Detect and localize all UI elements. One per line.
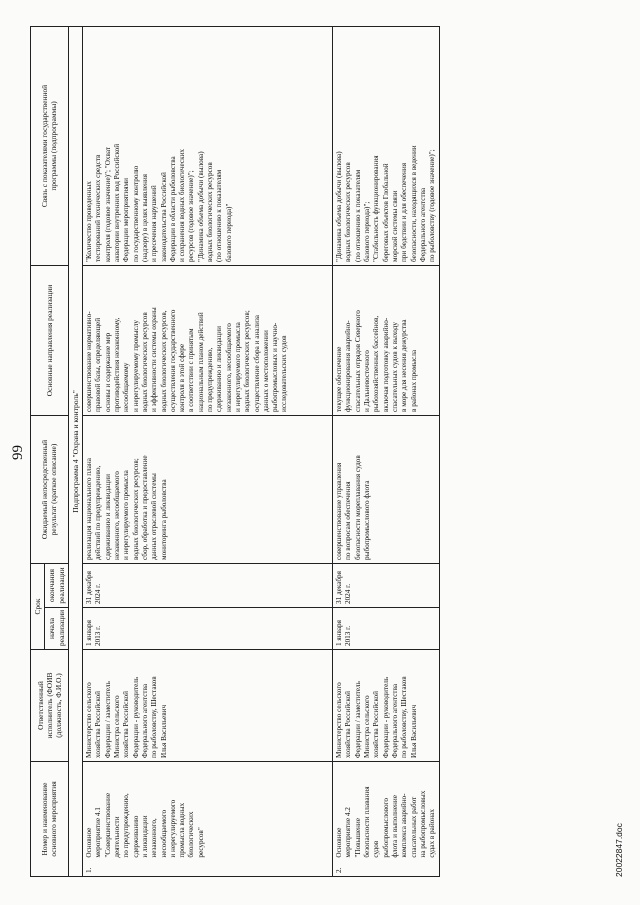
start-cell: 1 января 2013 г. <box>83 608 333 650</box>
directions-cell: совершенствование нормативно- правовой базы, определяющей основы и содержание мер противодействия незаконному, несообщаемому и нерегулируемому промыслу водных биологических ресурсов и эффективности системы охраны водных биологических ресурсов, осуществления государственного контроля в этой сфере в соответствии с принятым национальным планом действий по предупреждению, сдерживанию и ликвидации незаконного, несообщаемого и нерегулируемого промысла водных биологических ресурсов; осуществление сбора и анализа данных о местоположении рыбопромысловых и научно- исследовательских судов <box>83 265 333 415</box>
page-number: 99 <box>10 445 26 460</box>
header-responsible: Ответственный исполнитель (ФОИВ (должность, Ф.И.О.) <box>31 650 69 762</box>
header-directions: Основные направления реализации <box>31 265 69 415</box>
directions-cell: текущее обеспечение функционирования аварийно- спасательных отрядов Северного и Дальневосточного рыбохозяйственных бассейнов, включая подготовку аварийно- спасательных судов к выходу в море для несения дежурства в районах промысла <box>333 265 440 415</box>
table-row <box>83 26 333 876</box>
name-cell <box>333 762 440 877</box>
measures-table <box>30 26 440 877</box>
link-cell: "Динамика объема добычи (вылова) водных биологических ресурсов (по отношению к показателям базового периода)"; "Стабильность функционирования береговых объектов Глобальной морской системы связи при бедствии и для обеспечения безопасности, находящихся в ведении Федерального агентства по рыболовству (годовое значение)"; <box>333 26 440 265</box>
name-cell <box>83 762 333 877</box>
responsible-cell: Министерство сельского хозяйства Российской Федерации / заместитель Министра сельского хозяйства Российской Федерации - руководитель Федерального агентства по рыболовству, Шестаков Илья Васильевич <box>83 650 333 762</box>
row-number: 2. <box>335 867 344 873</box>
link-cell: "Количество проведенных тестирований технических средств контроля (годовое значение)"; "Охват акватории внутренних вод Российской Федерации мероприятиями по государственному контролю (надзору) в целях выявления и пресечения нарушений законодательства Российской Федерации в области рыболовства и сохранения водных биологических ресурсов (годовое значение)"; "Динамика объема добычи (вылова) водных биологических ресурсов (по отношению к показателям базового периода)" <box>83 26 333 265</box>
start-cell: 1 января 2013 г. <box>333 608 440 650</box>
subprogram-title: Подпрограмма 4 "Охрана и контроль" <box>68 26 82 876</box>
measure-name: Основное мероприятие 4.1 "Совершенствование деятельности по предупреждению, сдерживанию и ликвидации незаконного, несообщаемого и нерегулируемого промысла водных биологических ресурсов" <box>85 792 205 858</box>
header-term-end: окончания реализации <box>45 563 69 607</box>
row-number: 1. <box>85 867 94 873</box>
header-link: Связь с показателями государственной программы (подпрограммы) <box>31 26 69 265</box>
end-cell: 31 декабря 2024 г. <box>83 563 333 607</box>
responsible-cell: Министерство сельского хозяйства Российской Федерации / заместитель Министра сельского хозяйства Российской Федерации - руководитель Федерального агентства по рыболовству, Шестаков Илья Васильевич <box>333 650 440 762</box>
header-term: Срок <box>31 563 45 649</box>
header-term-start: начала реализации <box>45 608 69 650</box>
result-cell: реализация национального плана действий по предупреждению, сдерживанию и ликвидации незаконного, несообщаемого и нерегулируемого промысла водных биологических ресурсов; сбор, обработка и предоставление данных отраслевой системы мониторинга рыболовства <box>83 415 333 563</box>
header-name: Номер и наименование основного мероприятия <box>31 762 69 877</box>
document-code: 20022847.doc <box>614 823 624 877</box>
end-cell: 31 декабря 2024 г. <box>333 563 440 607</box>
result-cell: совершенствование управления по вопросам обеспечения безопасности мореплавания судов рыбопромыслового флота <box>333 415 440 563</box>
measure-name: Основное мероприятие 4.2 "Повышение безопасности плавания судов рыбопромыслового флота и выполнение комплекса аварийно- спасательных работ на рыбопромысловых судах в районах <box>335 786 437 858</box>
header-result: Ожидаемый непосредственный результат (краткое описание) <box>31 415 69 563</box>
table-row <box>333 26 440 876</box>
